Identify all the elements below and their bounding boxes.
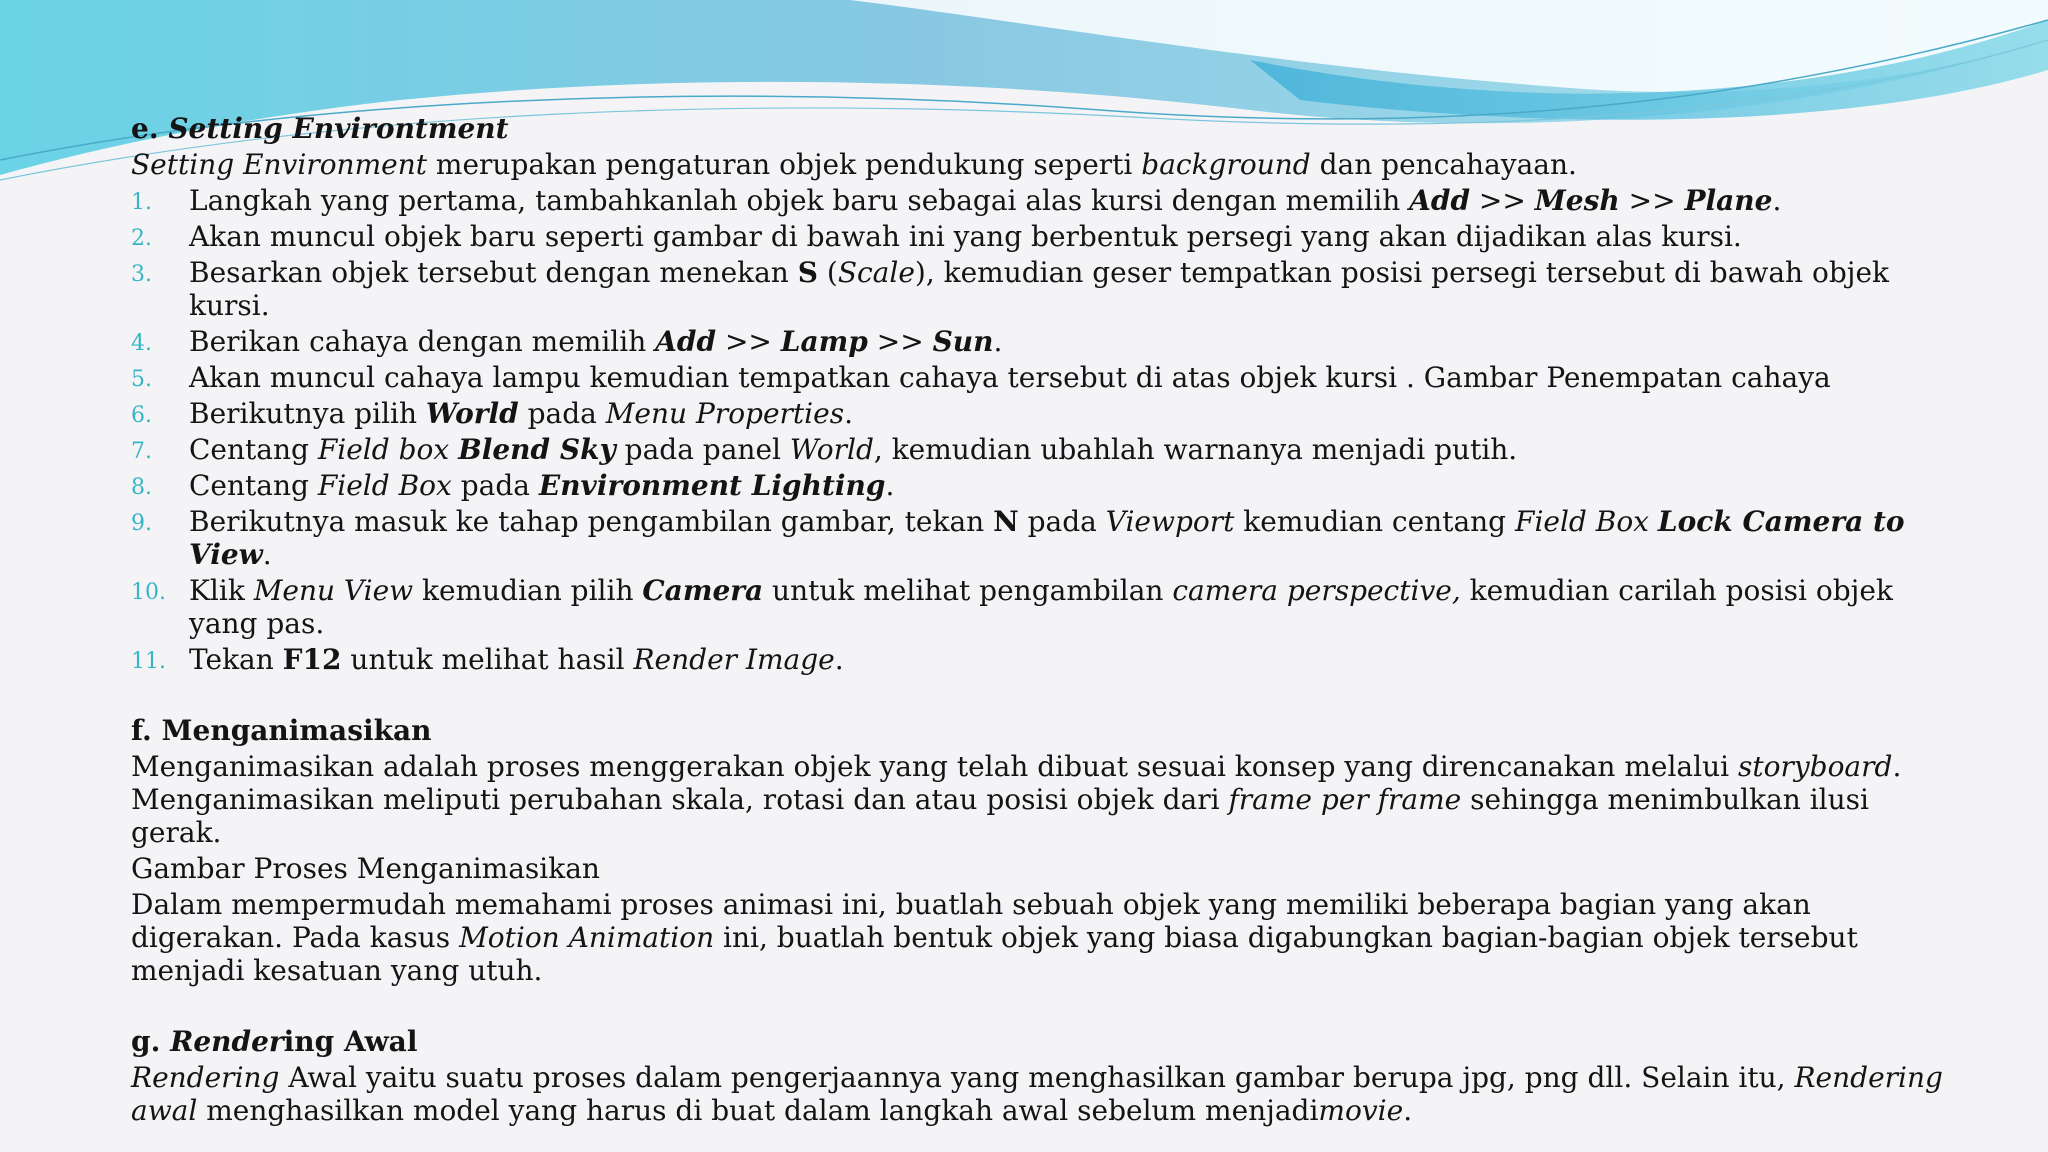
text-run: World: [789, 433, 874, 466]
text-run: N: [993, 505, 1019, 538]
section-f-body: [131, 750, 1951, 987]
steps-list: [131, 184, 1951, 676]
text-run: (: [817, 256, 838, 289]
text-run: Render Image: [633, 643, 835, 676]
text-run: >>: [867, 325, 933, 358]
text-run: Lock Camera to View: [189, 505, 1905, 571]
step-item: [131, 643, 1951, 676]
text-run: g.: [131, 1025, 171, 1058]
text-run: Sun: [932, 325, 994, 358]
text-run: kemudian centang: [1234, 505, 1516, 538]
text-run: ), kemudian geser tempatkan posisi persegi tersebut di bawah objek kursi.: [189, 256, 1889, 322]
text-run: Add: [1409, 184, 1471, 217]
step-number: 2.: [131, 226, 152, 251]
slide-content: [131, 112, 1951, 1127]
text-run: Gambar Proses Menganimasikan: [131, 852, 600, 885]
text-run: F12: [282, 643, 342, 676]
section-g-paragraph: [131, 1061, 1951, 1127]
text-run: .: [844, 397, 853, 430]
text-run: Field Box: [317, 469, 452, 502]
section-e-title: [131, 112, 1951, 145]
step-number: 7.: [131, 439, 152, 464]
section-f-title: f. Menganimasikan: [131, 714, 432, 747]
text-run: Rendering: [131, 1061, 280, 1094]
text-run: .: [1403, 1094, 1413, 1127]
text-run: Klik: [189, 574, 254, 607]
text-run: >>: [1470, 184, 1535, 217]
text-run: kemudian carilah posisi objek yang pas.: [189, 574, 1893, 640]
text-run: merupakan pengaturan objek pendukung seperti: [427, 148, 1142, 181]
text-run: Dalam mempermudah memahami proses animasi ini, buatlah sebuah objek yang memiliki beberapa bagian yang akan digerakan. Pada kasus: [131, 888, 1811, 954]
text-run: frame per frame: [1228, 783, 1462, 816]
step-item: [131, 256, 1951, 322]
text-run: [449, 433, 458, 466]
text-run: . Menganimasikan meliputi perubahan skala, rotasi dan atau posisi objek dari: [131, 750, 1902, 816]
text-run: .: [1772, 184, 1782, 217]
text-run: Berikan cahaya dengan memilih: [189, 325, 656, 358]
text-run: Centang: [189, 469, 318, 502]
step-item: [131, 505, 1951, 571]
text-run: .: [993, 325, 1003, 358]
text-run: Menganimasikan adalah proses menggerakan objek yang telah dibuat sesuai konsep yang direncanakan melalui: [131, 750, 1738, 783]
text-run: >>: [716, 325, 781, 358]
text-run: menghasilkan model yang harus di buat dalam langkah awal sebelum menjadi: [197, 1094, 1319, 1127]
text-run: Langkah yang pertama, tambahkanlah objek baru sebagai alas kursi dengan memilih: [189, 184, 1410, 217]
step-item: [131, 220, 1951, 253]
text-run: Environment Lighting: [538, 469, 886, 502]
text-run: Menu Properties: [605, 397, 845, 430]
text-run: background: [1141, 148, 1311, 181]
text-run: Akan muncul objek baru seperti gambar di bawah ini yang berbentuk persegi yang akan dijadikan alas kursi.: [189, 220, 1742, 253]
step-item: [131, 469, 1951, 502]
text-run: Plane: [1684, 184, 1773, 217]
text-run: Centang: [189, 433, 318, 466]
step-number: 4.: [131, 331, 152, 356]
text-run: World: [425, 397, 519, 430]
text-run: pada: [1018, 505, 1106, 538]
text-run: Akan muncul cahaya lampu kemudian tempatkan cahaya tersebut di atas objek kursi . Gambar Penempatan cahaya: [189, 361, 1831, 394]
text-run: pada: [518, 397, 606, 430]
text-run: untuk melihat hasil: [341, 643, 634, 676]
step-item: [131, 574, 1951, 640]
section-g-title: [131, 1025, 1951, 1058]
text-run: .: [262, 538, 272, 571]
text-run: Add: [655, 325, 717, 358]
step-item: [131, 433, 1951, 466]
text-run: Scale: [837, 256, 915, 289]
text-run: kemudian pilih: [413, 574, 643, 607]
text-run: Lamp: [780, 325, 868, 358]
text-run: Blend Sky: [458, 433, 616, 466]
step-item: [131, 397, 1951, 430]
step-item: [131, 184, 1951, 217]
text-run: pada: [451, 469, 539, 502]
text-run: Viewport: [1105, 505, 1235, 538]
section-f-paragraph: [131, 852, 1951, 885]
section-f-paragraph: [131, 888, 1951, 987]
text-run: storyboard: [1737, 750, 1893, 783]
text-run: Field Box: [1515, 505, 1649, 538]
text-run: ing Awal: [283, 1025, 418, 1058]
text-run: Berikutnya masuk ke tahap pengambilan gambar, tekan: [189, 505, 994, 538]
text-run: movie: [1318, 1094, 1404, 1127]
section-f-paragraph: [131, 750, 1951, 849]
text-run: Awal yaitu suatu proses dalam pengerjaannya yang menghasilkan gambar berupa jpg, png dll. Selain itu,: [279, 1061, 1795, 1094]
step-number: 6.: [131, 403, 152, 428]
text-run: camera perspective,: [1172, 574, 1461, 607]
text-run: Besarkan objek tersebut dengan menekan: [189, 256, 798, 289]
text-run: [1649, 505, 1658, 538]
text-run: Mesh: [1534, 184, 1620, 217]
text-run: Berikutnya pilih: [189, 397, 426, 430]
section-title-text: Setting Environtment: [168, 112, 509, 145]
text-run: Camera: [642, 574, 764, 607]
text-run: sehingga menimbulkan ilusi gerak.: [131, 783, 1869, 849]
text-run: Tekan: [189, 643, 283, 676]
section-letter: e.: [131, 112, 159, 145]
text-run: Field box: [317, 433, 450, 466]
step-number: 9.: [131, 511, 152, 536]
step-number: 3.: [131, 262, 152, 287]
step-item: [131, 361, 1951, 394]
step-number: 11.: [131, 649, 166, 674]
step-item: [131, 325, 1951, 358]
text-run: Setting Environment: [131, 148, 427, 181]
section-e-intro: [131, 148, 1951, 181]
text-run: ini, buatlah bentuk objek yang biasa digabungkan bagian-bagian objek tersebut menjadi kesatuan yang utuh.: [131, 921, 1858, 987]
text-run: , kemudian ubahlah warnanya menjadi putih.: [873, 433, 1518, 466]
text-run: Rendering awal: [131, 1061, 1943, 1127]
step-number: 5.: [131, 367, 152, 392]
text-run: S: [797, 256, 818, 289]
text-run: .: [834, 643, 844, 676]
step-number: 10.: [131, 580, 166, 605]
text-run: Motion Animation: [459, 921, 715, 954]
text-run: dan pencahayaan.: [1310, 148, 1577, 181]
text-run: pada panel: [615, 433, 790, 466]
text-run: >>: [1619, 184, 1685, 217]
text-run: Menu View: [253, 574, 414, 607]
step-number: 8.: [131, 475, 152, 500]
text-run: untuk melihat pengambilan: [763, 574, 1173, 607]
step-number: 1.: [131, 190, 152, 215]
text-run: Render: [170, 1025, 284, 1058]
text-run: .: [885, 469, 895, 502]
